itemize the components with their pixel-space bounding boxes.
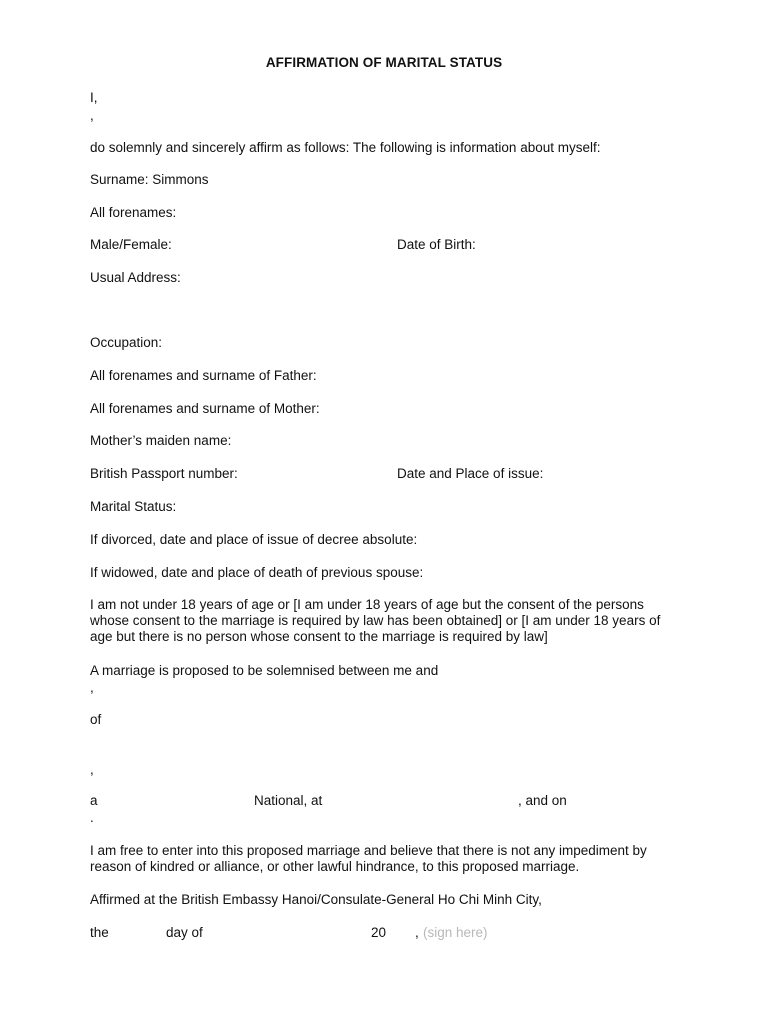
comma-after-name: ,: [90, 108, 94, 123]
age-statement-line-1: I am not under 18 years of age or [I am under 18 years of age but the consent of the persons: [90, 597, 644, 612]
passport-label: British Passport number:: [90, 466, 238, 481]
comma-after-partner: ,: [90, 680, 94, 695]
comma-after-year: ,: [415, 925, 419, 940]
forenames-label: All forenames:: [90, 205, 177, 220]
occupation-label: Occupation:: [90, 335, 163, 350]
surname-field: Surname: Simmons: [90, 172, 209, 187]
affirmed-at-statement: Affirmed at the British Embassy Hanoi/Consulate-General Ho Chi Minh City,: [90, 892, 542, 907]
a-label: a: [90, 793, 98, 808]
dob-label: Date of Birth:: [397, 237, 476, 252]
widowed-label: If widowed, date and place of death of previous spouse:: [90, 565, 424, 580]
passport-issue-label: Date and Place of issue:: [397, 466, 544, 481]
age-statement-line-2: whose consent to the marriage is required by law has been obtained] or [I am under 18 years of: [90, 613, 661, 628]
marriage-statement: A marriage is proposed to be solemnised between me and: [90, 663, 439, 678]
sex-label: Male/Female:: [90, 237, 172, 252]
address-label: Usual Address:: [90, 270, 181, 285]
divorced-label: If divorced, date and place of issue of decree absolute:: [90, 532, 418, 547]
sign-here-link[interactable]: (sign here): [423, 925, 488, 940]
maiden-name-label: Mother’s maiden name:: [90, 433, 232, 448]
year-prefix: 20: [371, 925, 387, 940]
comma-after-address: ,: [90, 762, 94, 777]
and-on-label: , and on: [518, 793, 567, 808]
age-statement-line-3: age but there is no person whose consent to the marriage is required by law]: [90, 629, 548, 644]
i-line: I,: [90, 90, 98, 105]
affirm-statement: do solemnly and sincerely affirm as follows: The following is information about myself:: [90, 140, 601, 155]
marital-status-label: Marital Status:: [90, 499, 177, 514]
father-label: All forenames and surname of Father:: [90, 368, 317, 383]
document-title: AFFIRMATION OF MARITAL STATUS: [265, 55, 503, 70]
free-statement-line-1: I am free to enter into this proposed marriage and believe that there is not any impediment by: [90, 843, 647, 858]
the-label: the: [90, 925, 109, 940]
national-at-label: National, at: [254, 793, 323, 808]
free-statement-line-2: reason of kindred or alliance, or other lawful hindrance, to this proposed marriage.: [90, 859, 580, 874]
mother-label: All forenames and surname of Mother:: [90, 401, 320, 416]
of-label: of: [90, 712, 102, 727]
day-of-label: day of: [166, 925, 203, 940]
period-mark: .: [90, 810, 94, 825]
